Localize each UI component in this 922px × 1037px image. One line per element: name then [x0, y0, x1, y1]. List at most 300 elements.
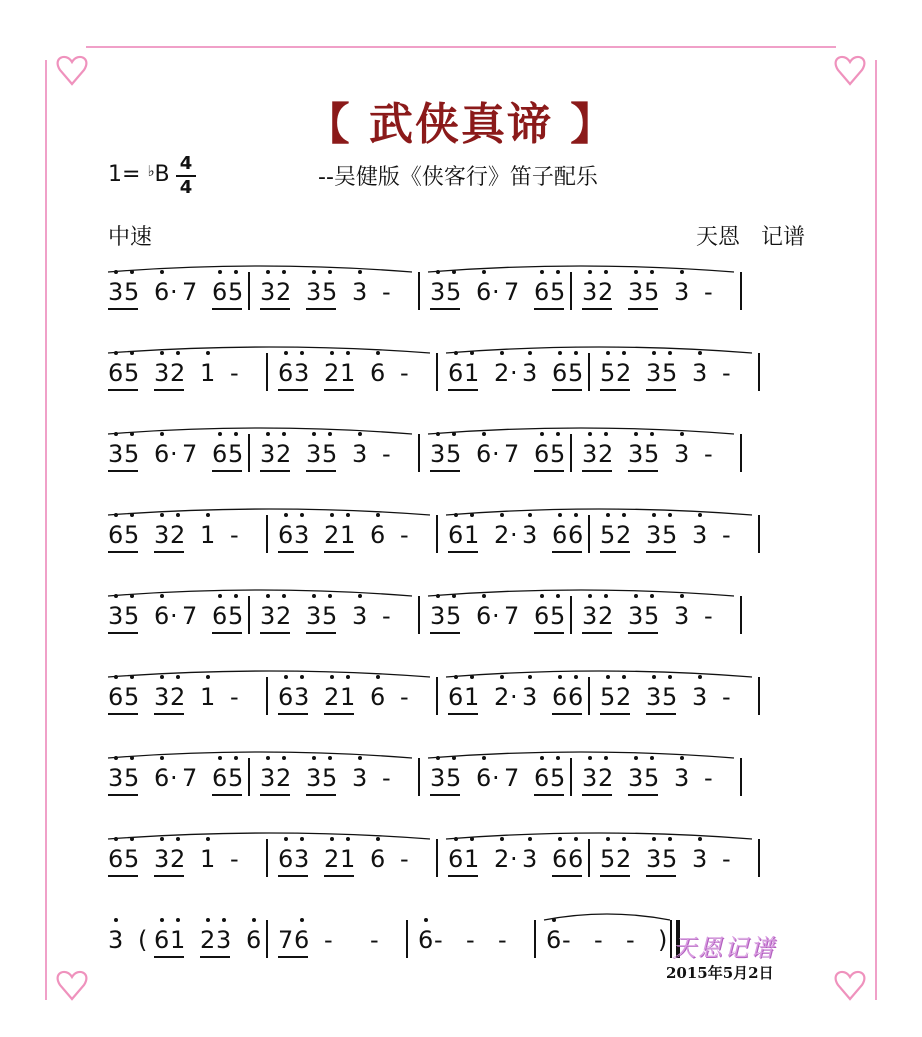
note: 5 — [446, 764, 462, 792]
note: 5 — [228, 278, 244, 306]
note: 5 — [228, 440, 244, 468]
beam — [306, 632, 336, 634]
score-row — [108, 420, 820, 480]
note: 5 — [322, 764, 338, 792]
beam — [534, 470, 564, 472]
note: 6 — [534, 440, 550, 468]
note: 6 — [370, 521, 386, 549]
note: 3 — [692, 683, 708, 711]
note: 6 — [246, 926, 262, 954]
slur — [544, 914, 670, 920]
note: 6 — [546, 926, 562, 954]
beam — [646, 389, 676, 391]
note: 3 — [430, 278, 446, 306]
note: 5 — [322, 602, 338, 630]
beam — [552, 551, 582, 553]
note: 7 — [504, 278, 520, 306]
note: - — [722, 521, 731, 549]
note: 2 — [598, 764, 614, 792]
note: · — [170, 602, 178, 630]
beam — [154, 551, 184, 553]
note: 5 — [124, 845, 140, 873]
note: 5 — [644, 440, 660, 468]
note: 3 — [294, 845, 310, 873]
note: 3 — [582, 602, 598, 630]
note: 1 — [340, 683, 356, 711]
note: 1 — [464, 521, 480, 549]
note: 1 — [170, 926, 186, 954]
beam — [260, 470, 290, 472]
note: · — [510, 359, 518, 387]
beam — [108, 632, 138, 634]
note: - — [594, 926, 603, 954]
beam — [108, 470, 138, 472]
beam — [600, 551, 630, 553]
beam — [324, 389, 354, 391]
beam — [600, 875, 630, 877]
note: - — [498, 926, 507, 954]
note: 7 — [504, 602, 520, 630]
note: 3 — [108, 764, 124, 792]
note: 7 — [278, 926, 294, 954]
note: 2 — [494, 845, 510, 873]
note: 3 — [646, 359, 662, 387]
slur — [446, 347, 752, 353]
note: - — [704, 440, 713, 468]
note: 6 — [108, 683, 124, 711]
score-row — [108, 582, 820, 642]
slur-group — [108, 501, 820, 521]
note: 5 — [446, 602, 462, 630]
note: 3 — [646, 683, 662, 711]
note: 6 — [552, 521, 568, 549]
slur — [428, 266, 734, 272]
note: 5 — [568, 359, 584, 387]
note: 3 — [154, 521, 170, 549]
note: 2 — [276, 440, 292, 468]
note: · — [492, 764, 500, 792]
note: 3 — [260, 440, 276, 468]
beam — [108, 389, 138, 391]
note: - — [324, 926, 333, 954]
note: 5 — [124, 764, 140, 792]
note: 3 — [352, 440, 368, 468]
note: 3 — [430, 440, 446, 468]
slur — [108, 833, 430, 839]
note: · — [492, 278, 500, 306]
beam — [448, 389, 478, 391]
note: 6 — [448, 683, 464, 711]
note: - — [562, 926, 571, 954]
note: 7 — [182, 764, 198, 792]
beam — [212, 632, 242, 634]
note: 3 — [582, 440, 598, 468]
note: 5 — [550, 602, 566, 630]
note: · — [170, 764, 178, 792]
score-row — [108, 501, 820, 561]
note: 5 — [662, 359, 678, 387]
note: 6 — [212, 440, 228, 468]
beam — [448, 551, 478, 553]
beam — [154, 956, 184, 958]
beam — [646, 713, 676, 715]
note: 5 — [446, 440, 462, 468]
note: 3 — [306, 764, 322, 792]
beam — [448, 875, 478, 877]
score-row — [108, 663, 820, 723]
beam — [278, 956, 308, 958]
beam — [212, 470, 242, 472]
beam — [108, 551, 138, 553]
note: 1 — [200, 521, 216, 549]
note: 6 — [154, 926, 170, 954]
note: 6 — [370, 845, 386, 873]
slur-group — [108, 420, 820, 440]
note: 6 — [212, 278, 228, 306]
note: · — [510, 845, 518, 873]
beam — [278, 713, 308, 715]
note: 3 — [674, 764, 690, 792]
transcriber: 天恩 记谱 — [696, 225, 805, 250]
note: 3 — [646, 845, 662, 873]
note: 3 — [674, 440, 690, 468]
note: 6 — [108, 845, 124, 873]
note: 1 — [200, 683, 216, 711]
beam — [430, 794, 460, 796]
note: 5 — [662, 521, 678, 549]
note: 2 — [170, 521, 186, 549]
beam — [260, 308, 290, 310]
note: - — [382, 602, 391, 630]
beam — [108, 794, 138, 796]
subtitle: --吴健版《侠客行》笛子配乐 — [318, 165, 598, 190]
beam — [430, 632, 460, 634]
beam — [324, 551, 354, 553]
note: 3 — [692, 521, 708, 549]
beam — [200, 956, 230, 958]
note: 3 — [646, 521, 662, 549]
note: 6 — [278, 683, 294, 711]
slur — [446, 509, 752, 515]
note: - — [400, 521, 409, 549]
slur — [108, 509, 430, 515]
note: 2 — [494, 521, 510, 549]
note: 6 — [552, 683, 568, 711]
note: 2 — [324, 359, 340, 387]
note: - — [400, 683, 409, 711]
note: 5 — [644, 764, 660, 792]
note: 1 — [200, 845, 216, 873]
time-signature-top: 4 — [179, 153, 193, 174]
note: 5 — [322, 278, 338, 306]
slur — [428, 428, 734, 434]
note: - — [722, 359, 731, 387]
note: 3 — [154, 359, 170, 387]
note: - — [704, 764, 713, 792]
beam — [582, 632, 612, 634]
beam — [582, 794, 612, 796]
beam — [646, 875, 676, 877]
note: 5 — [124, 359, 140, 387]
note: 2 — [170, 359, 186, 387]
note: 3 — [108, 926, 124, 954]
note: - — [400, 845, 409, 873]
note: 6 — [278, 845, 294, 873]
tempo-marking: 中速 — [108, 225, 153, 250]
note: 5 — [600, 683, 616, 711]
note: 6 — [448, 521, 464, 549]
beam — [646, 551, 676, 553]
note: 6 — [154, 278, 170, 306]
beam — [260, 794, 290, 796]
beam — [628, 308, 658, 310]
note: 5 — [124, 602, 140, 630]
beam — [306, 470, 336, 472]
note: 5 — [228, 764, 244, 792]
slur — [108, 590, 412, 596]
note: 2 — [494, 683, 510, 711]
beam — [154, 713, 184, 715]
key-tonic: B — [154, 162, 170, 187]
note: 6 — [294, 926, 310, 954]
note: - — [466, 926, 475, 954]
note: 2 — [170, 845, 186, 873]
note: - — [704, 278, 713, 306]
note: - — [722, 845, 731, 873]
note: · — [510, 683, 518, 711]
note: 6 — [534, 764, 550, 792]
slur-group — [108, 258, 820, 278]
beam — [628, 794, 658, 796]
note: 3 — [430, 764, 446, 792]
note: 3 — [628, 602, 644, 630]
note: 2 — [616, 359, 632, 387]
note: 3 — [430, 602, 446, 630]
note: 6 — [212, 602, 228, 630]
heart-icon — [58, 57, 87, 84]
note: 3 — [628, 440, 644, 468]
beam — [212, 308, 242, 310]
note: 6 — [476, 764, 492, 792]
beam — [212, 794, 242, 796]
note: 2 — [598, 440, 614, 468]
note: 5 — [662, 683, 678, 711]
note: 2 — [324, 845, 340, 873]
key-label: 1= — [108, 162, 148, 187]
note: 2 — [494, 359, 510, 387]
note: 6 — [212, 764, 228, 792]
note: 6 — [476, 602, 492, 630]
note: 2 — [324, 683, 340, 711]
note: 3 — [306, 440, 322, 468]
beam — [430, 470, 460, 472]
note: 7 — [182, 278, 198, 306]
note: 3 — [154, 683, 170, 711]
slur-group — [108, 825, 820, 845]
note: 3 — [692, 359, 708, 387]
note: - — [400, 359, 409, 387]
note: 5 — [600, 521, 616, 549]
note: 3 — [108, 278, 124, 306]
note: 6 — [418, 926, 434, 954]
note: 7 — [182, 602, 198, 630]
score-row — [108, 825, 820, 885]
note: 3 — [674, 602, 690, 630]
note: 2 — [616, 521, 632, 549]
beam — [278, 389, 308, 391]
slur-group — [108, 744, 820, 764]
time-signature — [176, 154, 196, 198]
watermark-text: 天恩记谱 — [672, 934, 776, 962]
beam — [582, 470, 612, 472]
beam — [260, 632, 290, 634]
note: 6 — [534, 602, 550, 630]
note: 3 — [306, 278, 322, 306]
note: 6 — [278, 359, 294, 387]
beam — [278, 551, 308, 553]
song-title: 【 武侠真谛 】 — [305, 99, 617, 150]
note: 6 — [108, 359, 124, 387]
beam — [448, 713, 478, 715]
watermark-date: 2015年5月2日 — [666, 964, 774, 982]
note: 5 — [124, 683, 140, 711]
note: - — [382, 440, 391, 468]
slur — [108, 266, 412, 272]
note: 6 — [108, 521, 124, 549]
note: 2 — [276, 764, 292, 792]
note: 5 — [644, 278, 660, 306]
note: 5 — [550, 278, 566, 306]
beam — [552, 389, 582, 391]
beam — [534, 308, 564, 310]
note: 6 — [370, 683, 386, 711]
slur-group — [108, 663, 820, 683]
beam — [108, 875, 138, 877]
heart-icon — [836, 972, 865, 999]
slur — [108, 347, 430, 353]
beam — [324, 713, 354, 715]
beam — [154, 875, 184, 877]
note: 5 — [124, 278, 140, 306]
beam — [628, 470, 658, 472]
note: - — [722, 683, 731, 711]
note: 3 — [294, 683, 310, 711]
key-signature — [108, 162, 170, 187]
note: 5 — [228, 602, 244, 630]
note: 3 — [692, 845, 708, 873]
beam — [600, 389, 630, 391]
note: 2 — [276, 602, 292, 630]
beam — [324, 875, 354, 877]
beam — [552, 875, 582, 877]
note: 3 — [108, 440, 124, 468]
note: - — [230, 845, 239, 873]
slur — [446, 671, 752, 677]
note: 3 — [352, 764, 368, 792]
beam — [306, 308, 336, 310]
note: 3 — [522, 359, 538, 387]
slur — [108, 752, 412, 758]
note: 3 — [260, 602, 276, 630]
slur-group — [108, 906, 820, 926]
note: 3 — [352, 602, 368, 630]
note: ( — [138, 926, 148, 954]
note: 7 — [182, 440, 198, 468]
note: 3 — [674, 278, 690, 306]
slur — [108, 428, 412, 434]
note: 3 — [522, 521, 538, 549]
note: 3 — [628, 278, 644, 306]
note: 5 — [124, 521, 140, 549]
note: 5 — [322, 440, 338, 468]
note: 3 — [306, 602, 322, 630]
note: 2 — [616, 683, 632, 711]
note: 6 — [370, 359, 386, 387]
note: 6 — [154, 764, 170, 792]
note: 3 — [352, 278, 368, 306]
slur-group — [108, 339, 820, 359]
note: - — [230, 683, 239, 711]
note: 3 — [294, 359, 310, 387]
note: 7 — [504, 440, 520, 468]
note: · — [170, 278, 178, 306]
note: 6 — [568, 521, 584, 549]
beam — [552, 713, 582, 715]
note: 1 — [340, 521, 356, 549]
note: 6 — [278, 521, 294, 549]
note: 3 — [582, 278, 598, 306]
note: 3 — [294, 521, 310, 549]
time-signature-bottom: 4 — [179, 177, 193, 198]
note: - — [382, 764, 391, 792]
note: 3 — [154, 845, 170, 873]
note: 2 — [276, 278, 292, 306]
beam — [600, 713, 630, 715]
note: 3 — [522, 845, 538, 873]
note: 3 — [628, 764, 644, 792]
note: · — [510, 521, 518, 549]
note: 2 — [200, 926, 216, 954]
note: · — [492, 440, 500, 468]
note: 5 — [550, 440, 566, 468]
beam — [534, 794, 564, 796]
score-row — [108, 339, 820, 399]
beam — [628, 632, 658, 634]
note: · — [170, 440, 178, 468]
note: - — [370, 926, 379, 954]
beam — [278, 875, 308, 877]
note: 1 — [464, 359, 480, 387]
beam — [430, 308, 460, 310]
note: 6 — [154, 602, 170, 630]
note: - — [434, 926, 443, 954]
note: 5 — [124, 440, 140, 468]
note: 5 — [662, 845, 678, 873]
slur-group — [108, 582, 820, 602]
note: - — [704, 602, 713, 630]
note: - — [230, 521, 239, 549]
note: 1 — [340, 359, 356, 387]
note: 6 — [154, 440, 170, 468]
slur — [428, 590, 734, 596]
note: 1 — [340, 845, 356, 873]
note: 7 — [504, 764, 520, 792]
note: 1 — [464, 683, 480, 711]
note: 3 — [260, 278, 276, 306]
beam — [108, 713, 138, 715]
heart-icon — [836, 57, 865, 84]
slur — [428, 752, 734, 758]
